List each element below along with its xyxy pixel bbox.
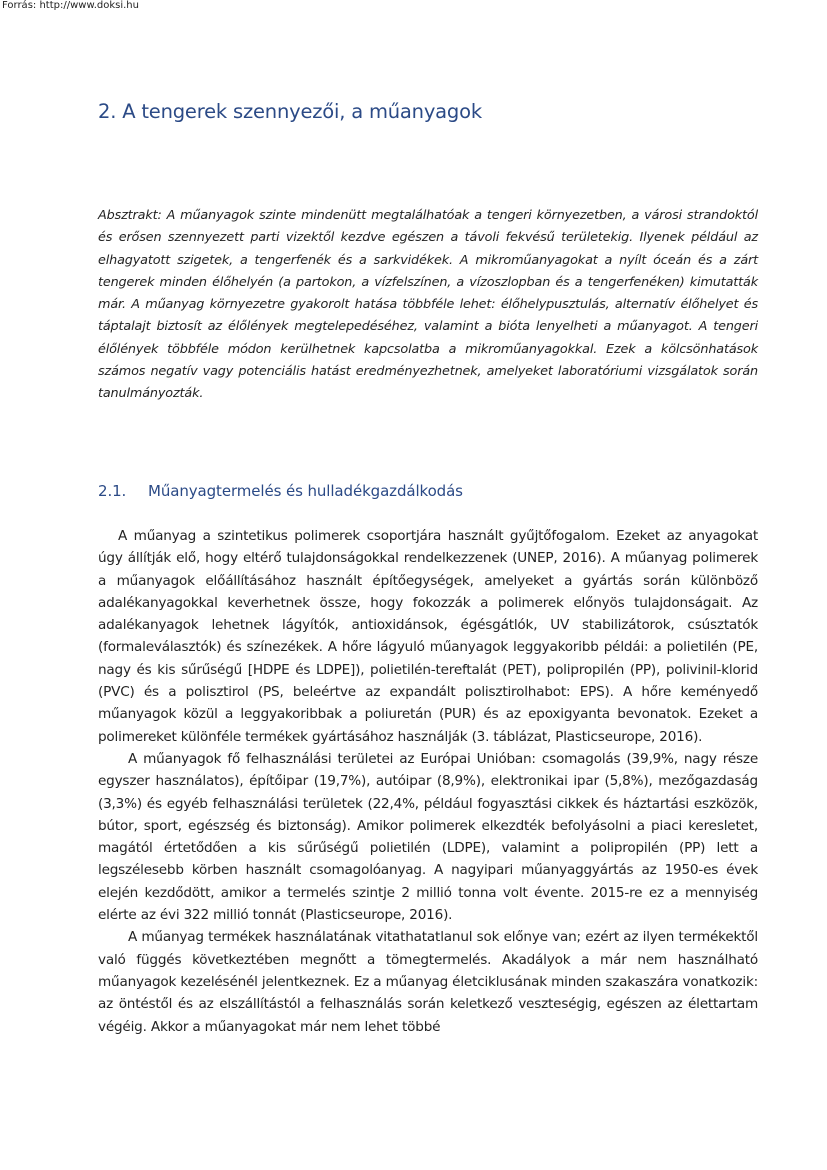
section-number: 2.1. [98, 482, 127, 500]
page-title: 2. A tengerek szennyezői, a műanyagok [98, 100, 482, 123]
paragraph: A műanyag termékek használatának vitathatatlanul sok előnye van; ezért az ilyen termékektől való függés következtében megnőtt a tömegtermelés. Akadályok a már nem használható műanyagok kezelésénél jelentkeznek. Ez a műanyag életciklusának minden szakaszára vonatkozik: az öntéstől és az elszállítástól a felhasználás során keletkező veszteségig, egészen az élettartam végéig. Akkor a műanyagokat már nem lehet többé [98, 929, 758, 1035]
paragraph: A műanyag a szintetikus polimerek csoportjára használt gyűjtőfogalom. Ezeket az anyagokat úgy állítják elő, hogy eltérő tulajdonságokkal rendelkezzenek (UNEP, 2016). A műanyag polimerek a műanyagok előállításához használt építőegységek, amelyeket a gyártás során különböző adalékanyagokkal keverhetnek össze, hogy fokozzák a polimerek előnyös tulajdonságait. Az adalékanyagok lehetnek lágyítók, antioxidánsok, égésgátlók, UV stabilizátorok, csúsztatók (formaleválasztók) és színezékek. A hőre lágyuló műanyagok leggyakoribb példái: a polietilén (PE, nagy és kis sűrűségű [HDPE és LDPE]), polietilén-tereftalát (PET), polipropilén (PP), polivinil-klorid (PVC) és a polisztirol (PS, beleértve az expandált polisztirolhabot: EPS). A hőre keményedő műanyagok közül a leggyakoribbak a poliuretán (PUR) és az epoxigyanta bevonatok. Ezeket a polimereket különféle termékek gyártásához használják (3. táblázat, Plasticseurope, 2016). [98, 528, 758, 745]
section-heading [98, 482, 463, 500]
abstract-text: Absztrakt: A műanyagok szinte mindenütt megtalálhatóak a tengeri környezetben, a városi strandoktól és erősen szennyezett parti vizektől kezdve egészen a távoli fekvésű területekig. Ilyenek például az elhagyatott szigetek, a tengerfenék és a sarkvidékek. A mikroműanyagokat a nyílt óceán és a zárt tengerek minden élőhelyén (a partokon, a vízfelszínen, a vízoszlopban és a tengerfenéken) kimutatták már. A műanyag környezetre gyakorolt hatása többféle lehet: élőhelypusztulás, alternatív élőhelyet és táptalajt biztosít az élőlények megtelepedéséhez, valamint a bióta lenyelheti a műanyagot. A tengeri élőlények többféle módon kerülhetnek kapcsolatba a mikroműanyagokkal. Ezek a kölcsönhatások számos negatív vagy potenciális hatást eredményezhetnek, amelyeket laboratóriumi vizsgálatok során tanulmányozták. [98, 208, 758, 402]
section-title: Műanyagtermelés és hulladékgazdálkodás [148, 482, 463, 500]
body-text [98, 525, 758, 1038]
paragraph: A műanyagok fő felhasználási területei az Európai Unióban: csomagolás (39,9%, nagy része egyszer használatos), építőipar (19,7%), autóipar (8,9%), elektronikai ipar (5,8%), mezőgazdaság (3,3%) és egyéb felhasználási területek (22,4%, például fogyasztási cikkek és háztartási eszközök, bútor, sport, egészség és biztonság). Amikor polimerek elkezdték befolyásolni a piaci keresletet, magától értetődően a kis sűrűségű polietilén (LDPE), valamint a polipropilén (PP) lett a legszélesebb körben használt csomagolóanyag. A nagyipari műanyaggyártás az 1950-es évek elején kezdődött, amikor a termelés szintje 2 millió tonna volt évente. 2015-re ez a mennyiség elérte az évi 322 millió tonnát (Plasticseurope, 2016). [98, 750, 758, 924]
source-line[interactable]: Forrás: http://www.doksi.hu [2, 0, 139, 11]
